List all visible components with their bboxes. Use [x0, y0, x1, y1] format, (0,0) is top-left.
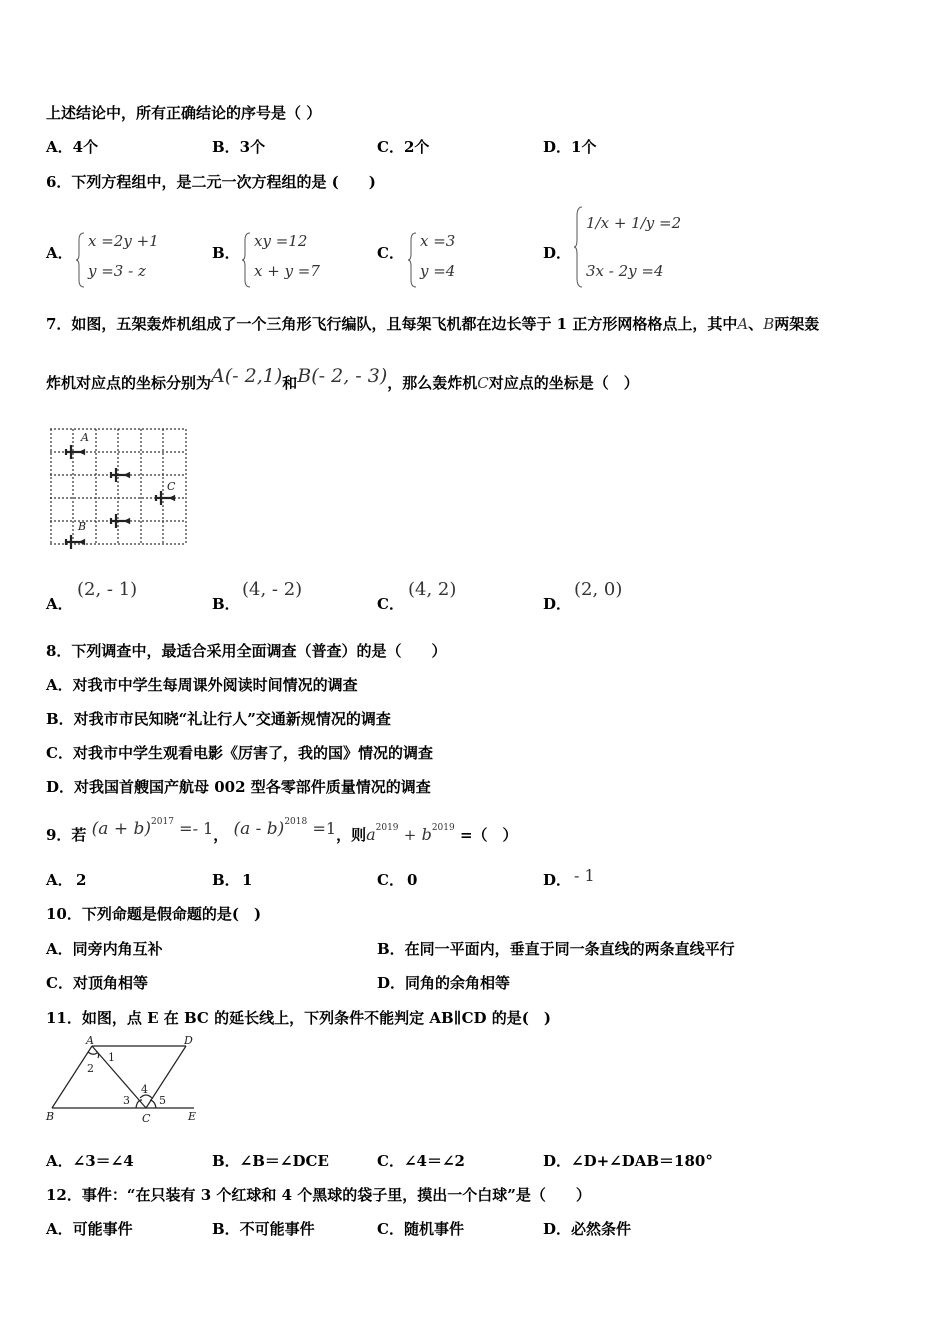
line-cd — [146, 1046, 186, 1108]
q11-label-c: C — [142, 1112, 151, 1124]
q11-option-c: C．∠4＝∠2 — [377, 1152, 465, 1170]
q11-label-3: 3 — [123, 1094, 130, 1107]
q7-label-a: A． — [46, 595, 73, 613]
angle-1-arc — [96, 1051, 99, 1058]
q7-letter-c: C — [477, 374, 489, 392]
q6-stem: 6．下列方程组中，是二元一次方程组的是 ( ) — [46, 173, 376, 191]
q12-option-b: B．不可能事件 — [212, 1220, 315, 1238]
q9-option-c: 0 — [407, 871, 418, 889]
brace-icon — [574, 206, 584, 288]
q6-b-row2: x + y =7 — [254, 262, 320, 280]
q6-label-b: B． — [212, 244, 240, 262]
q11-label-e: E — [188, 1110, 197, 1123]
plane-icon — [110, 468, 129, 482]
q9-b: b — [421, 825, 432, 844]
q7-grid-figure — [48, 426, 190, 550]
q9-prefix: 9．若 — [46, 826, 87, 844]
q7-stem-4: ，那么轰炸机 — [387, 374, 478, 392]
line-ac — [92, 1046, 146, 1108]
brace-icon — [76, 232, 86, 288]
q7-figure-label-c: C — [167, 480, 176, 493]
q7-coord-b: B(- 2, - 3) — [297, 365, 388, 387]
q7-stem-1: 7．如图，五架轰炸机组成了一个三角形飞行编队，且每架飞机都在边长等于 1 正方形网格格点上，其中 — [46, 315, 738, 333]
line-ab — [52, 1046, 92, 1108]
q5-stem: 上述结论中，所有正确结论的序号是（ ） — [46, 104, 322, 122]
q7-letter-a: A — [737, 315, 749, 333]
q6-d-row1: 1/x + 1/y =2 — [586, 214, 682, 232]
q6-b-row1: xy =12 — [254, 232, 308, 250]
q9-expr2: (a - b) — [233, 819, 285, 839]
q5-option-a: A．4个 — [46, 138, 99, 156]
q6-label-d: D． — [543, 244, 572, 262]
q7-stem-3: 炸机对应点的坐标分别为 — [46, 374, 212, 392]
q11-label-d: D — [184, 1034, 193, 1047]
q6-a-row2: y =3 - z — [88, 262, 146, 280]
q7-sep: 、 — [748, 315, 764, 333]
q9-option-d: - 1 — [574, 866, 595, 885]
q9-a: a — [366, 825, 376, 844]
q9-label-c: C． — [377, 871, 404, 889]
angle-2-arc — [88, 1052, 97, 1054]
q9-exp3: 2019 — [375, 823, 399, 833]
q11-label-5: 5 — [159, 1094, 166, 1107]
q9-eq2: =1 — [312, 819, 337, 838]
q8-stem: 8．下列调查中，最适合采用全面调查（普查）的是（ ） — [46, 642, 447, 660]
q9-stem — [46, 817, 518, 845]
q12-option-d: D．必然条件 — [543, 1220, 632, 1238]
plane-icon-a — [65, 445, 84, 459]
q7-label-b: B． — [212, 595, 240, 613]
q10-stem: 10．下列命题是假命题的是( ) — [46, 905, 262, 923]
q9-comma: ， — [213, 826, 229, 844]
q7-option-a: (2, - 1) — [77, 579, 138, 600]
q9-label-d: D． — [543, 871, 572, 889]
q9-expr1: (a + b) — [91, 819, 152, 839]
q9-label-a: A． — [46, 871, 73, 889]
q9-label-b: B． — [212, 871, 240, 889]
q7-planes — [65, 445, 174, 549]
q8-option-b: B．对我市市民知晓“礼让行人”交通新规情况的调查 — [46, 710, 391, 728]
q8-option-a: A．对我市中学生每周课外阅读时间情况的调查 — [46, 676, 358, 694]
q7-stem-line1 — [46, 314, 819, 334]
q5-option-d: D．1个 — [543, 138, 597, 156]
q5-option-c: C．2个 — [377, 138, 430, 156]
q11-label-b: B — [46, 1110, 55, 1123]
q11-label-1: 1 — [108, 1051, 115, 1064]
q7-stem-5: 对应点的坐标是（ ） — [488, 374, 639, 392]
q7-option-b: (4, - 2) — [242, 579, 303, 600]
q6-a-row1: x =2y +1 — [88, 232, 159, 250]
q9-exp2: 2018 — [284, 817, 308, 827]
q10-option-d: D．同角的余角相等 — [377, 974, 511, 992]
q9-tail: =（ ） — [459, 826, 518, 844]
q6-c-row1: x =3 — [420, 232, 456, 250]
angle-3-arc — [136, 1100, 142, 1108]
q11-option-b: B．∠B＝∠DCE — [212, 1152, 329, 1170]
q11-label-a: A — [86, 1034, 94, 1047]
q12-option-a: A．可能事件 — [46, 1220, 133, 1238]
plane-icon-c — [155, 491, 174, 505]
q9-exp1: 2017 — [151, 817, 174, 827]
brace-icon — [408, 232, 418, 288]
q7-label-c: C． — [377, 595, 404, 613]
q7-and: 和 — [282, 374, 298, 392]
q11-stem: 11．如图，点 E 在 BC 的延长线上，下列条件不能判定 AB∥CD 的是( ) — [46, 1009, 551, 1027]
q8-option-d: D．对我国首艘国产航母 002 型各零部件质量情况的调查 — [46, 778, 431, 796]
q7-figure-label-b: B — [78, 520, 87, 533]
q8-option-c: C．对我市中学生观看电影《厉害了，我的国》情况的调查 — [46, 744, 433, 762]
q11-parallelogram-figure — [44, 1034, 204, 1124]
q7-label-d: D． — [543, 595, 572, 613]
brace-icon — [242, 232, 252, 288]
q12-option-c: C．随机事件 — [377, 1220, 464, 1238]
q7-letter-b: B — [763, 315, 775, 333]
q9-exp4: 2019 — [431, 823, 455, 833]
q11-label-4: 4 — [141, 1083, 148, 1096]
q10-option-b: B．在同一平面内，垂直于同一条直线的两条直线平行 — [377, 940, 735, 958]
q9-option-a: 2 — [76, 871, 87, 889]
q10-option-c: C．对顶角相等 — [46, 974, 148, 992]
q6-d-row2: 3x - 2y =4 — [586, 262, 664, 280]
q7-option-d: (2, 0) — [574, 579, 623, 600]
q10-option-a: A．同旁内角互补 — [46, 940, 163, 958]
q11-option-a: A．∠3＝∠4 — [46, 1152, 134, 1170]
q7-stem-2: 两架轰 — [774, 315, 820, 333]
q7-stem-line2 — [46, 365, 639, 393]
q7-coord-a: A(- 2,1) — [211, 365, 283, 387]
plane-icon — [110, 514, 129, 528]
q9-option-b: 1 — [242, 871, 253, 889]
q7-figure-label-a: A — [81, 431, 89, 444]
q9-plus: + — [403, 826, 417, 844]
q12-stem: 12．事件：“在只装有 3 个红球和 4 个黑球的袋子里，摸出一个白球”是（ ） — [46, 1186, 591, 1204]
q9-eq1: =- 1 — [179, 819, 214, 838]
q6-label-a: A． — [46, 244, 73, 262]
q11-label-2: 2 — [87, 1062, 94, 1075]
q9-then: ，则 — [336, 826, 367, 844]
q5-option-b: B．3个 — [212, 138, 266, 156]
q7-option-c: (4, 2) — [408, 579, 457, 600]
q6-c-row2: y =4 — [420, 262, 456, 280]
q6-label-c: C． — [377, 244, 404, 262]
plane-icon-b — [65, 535, 84, 549]
q11-option-d: D．∠D+∠DAB＝180° — [543, 1152, 713, 1170]
